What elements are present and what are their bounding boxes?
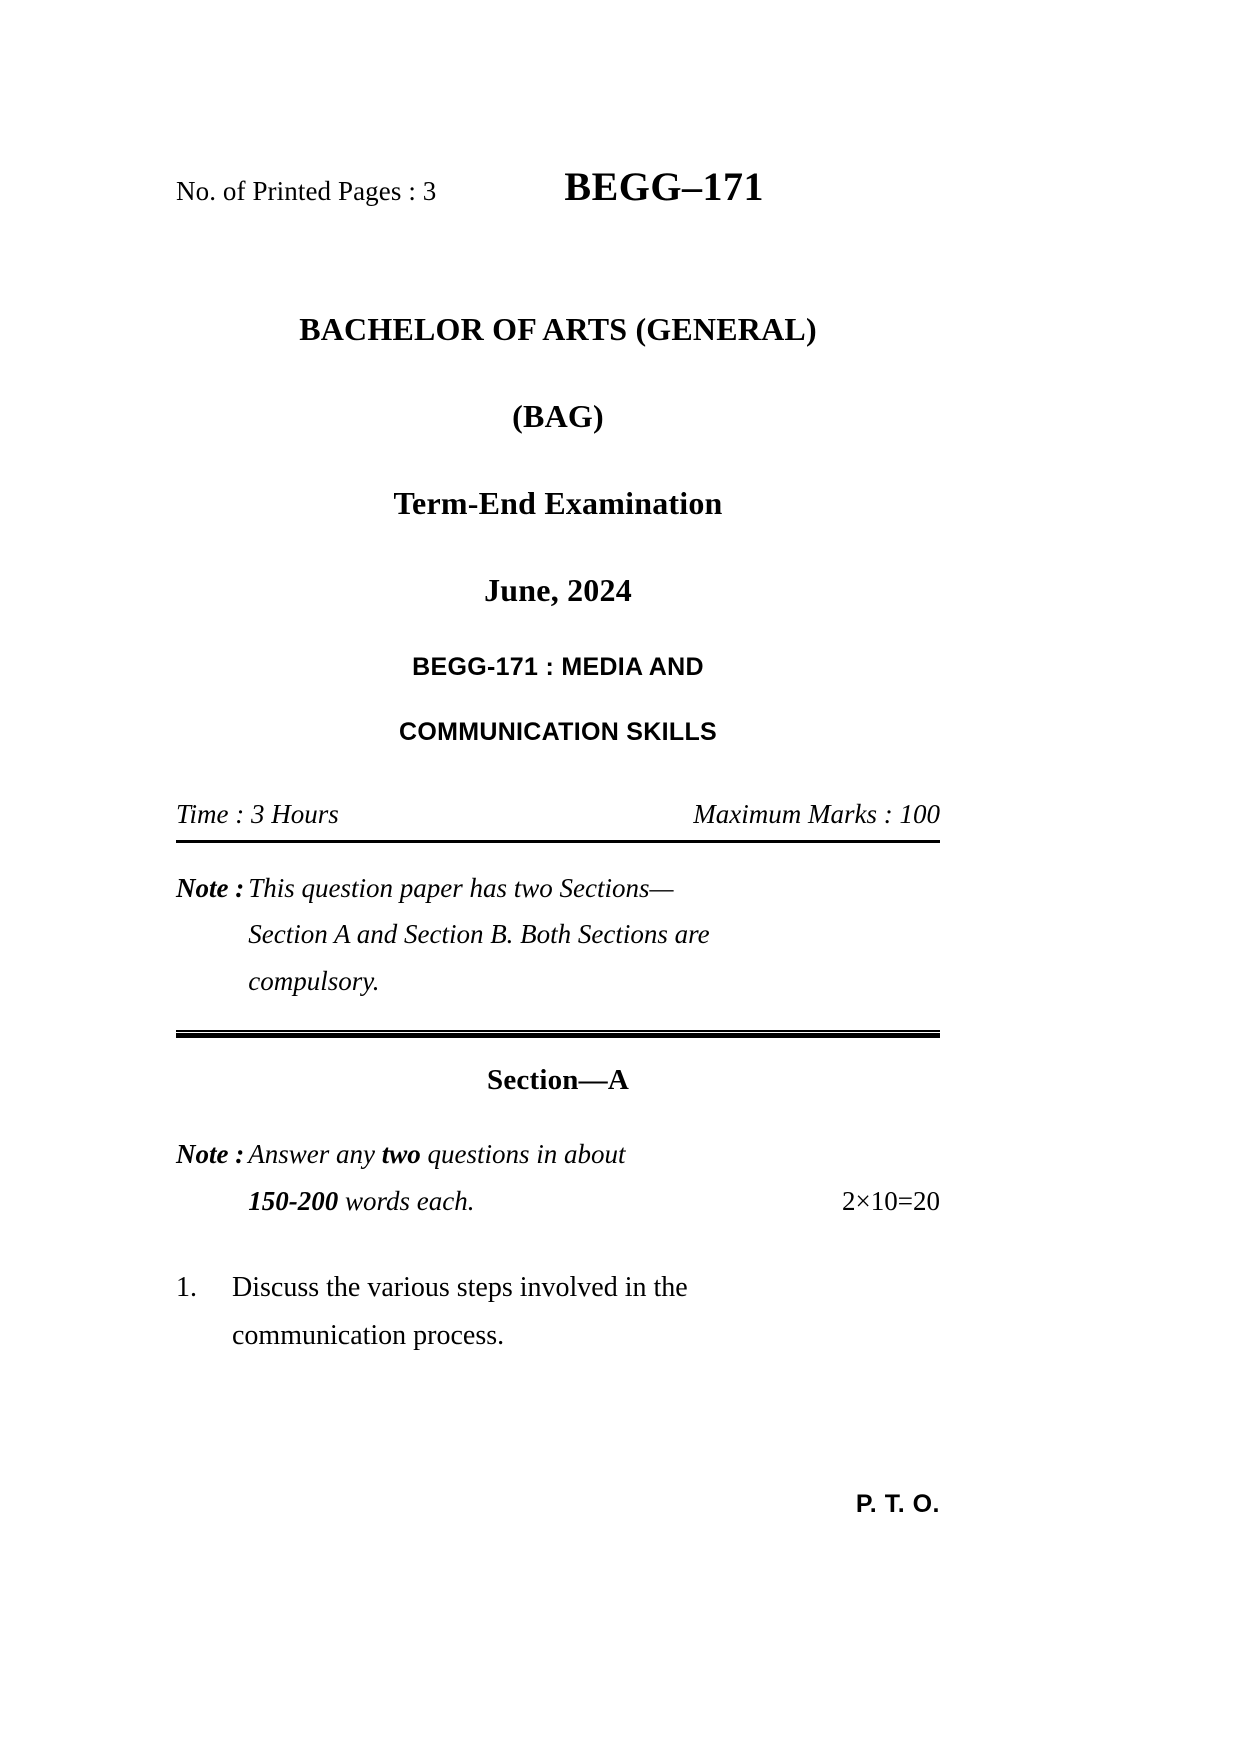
subject-title-line-2: COMMUNICATION SKILLS [398, 718, 717, 746]
page-header [176, 163, 940, 215]
page-content [176, 0, 940, 1519]
degree-title: BACHELOR OF ARTS (GENERAL) [299, 311, 817, 347]
examination-session: June, 2024 [484, 572, 632, 608]
course-code: BEGG–171 [564, 164, 764, 209]
question-line-2: communication process. [232, 1320, 505, 1352]
question-line-1: Discuss the various steps involved in the [232, 1272, 688, 1304]
section-a-note-text-a: Answer any [248, 1139, 382, 1170]
exam-title-block [176, 311, 940, 747]
section-a-note [176, 1131, 940, 1224]
subject-title-line-1: BEGG-171 : MEDIA AND [412, 653, 704, 681]
section-a-note-line-1 [248, 1131, 940, 1177]
meta-divider-rule [176, 840, 940, 843]
question-number: 1. [176, 1272, 197, 1304]
page-footer [176, 1415, 940, 1519]
general-note-line-1: This question paper has two Sections— [248, 873, 674, 903]
examination-type: Term-End Examination [393, 485, 723, 521]
question-item [176, 1264, 940, 1360]
section-a-note-line-2 [248, 1178, 940, 1224]
general-note-line-3: compulsory. [248, 965, 380, 996]
degree-abbreviation: (BAG) [512, 398, 604, 434]
section-a-note-text-c: questions in about [420, 1139, 626, 1170]
general-note-label: Note : [176, 873, 245, 903]
word-limit-suffix: words each. [338, 1185, 475, 1216]
general-note [176, 865, 940, 1004]
section-a-note-body [248, 1131, 940, 1224]
printed-pages-count: No. of Printed Pages : 3 [176, 176, 437, 206]
section-divider-rule [176, 1030, 940, 1038]
section-a-note-label: Note : [176, 1139, 245, 1170]
please-turn-over-label: P. T. O. [855, 1489, 940, 1518]
general-note-line-2: Section A and Section B. Both Sections are [248, 919, 710, 950]
section-a-note-emphasis: two [381, 1139, 421, 1170]
question-text [232, 1264, 940, 1360]
time-allowed: Time : 3 Hours [176, 799, 339, 829]
section-a-heading: Section—A [487, 1064, 629, 1097]
word-count-range: 150-200 [248, 1185, 339, 1216]
general-note-body [248, 865, 940, 1004]
section-a-marks-allocation: 2×10=20 [842, 1185, 940, 1216]
exam-meta-row [176, 799, 940, 840]
maximum-marks: Maximum Marks : 100 [693, 799, 940, 829]
section-a-word-limit [248, 1178, 474, 1224]
